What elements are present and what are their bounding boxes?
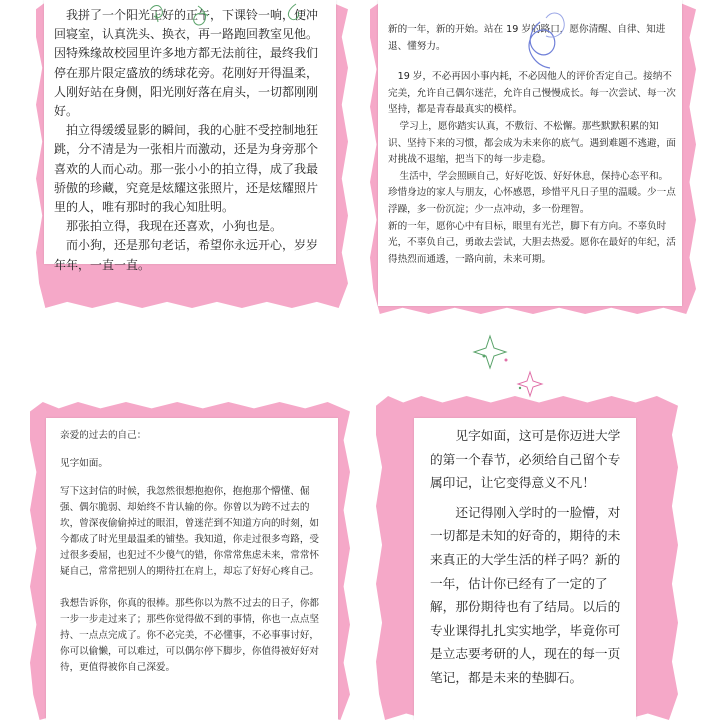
- sparkle-icon: [474, 336, 506, 368]
- note-2-paragraph: 19 岁，不必再因小事内耗，不必因他人的评价否定自己。接纳不完美，允许自己偶尔迷茫，允许自己慢慢成长。每一次尝试、每一次坚持，都是青春最真实的模样。: [388, 71, 676, 116]
- note-1-paragraph: 那张拍立得，我现在还喜欢，小狗也是。: [66, 219, 283, 234]
- note-1-paragraph: 我拼了一个阳光正好的正午，下课铃一响，便冲回寝室，认真洗头、换衣，再一路跑回教室见他。因特殊缘故校园里许多地方都无法前往，最终我们停在那片限定盛放的绣球花旁。花刚好开得温柔，人刚好站在身侧，阳光刚好落在肩头，一切都刚刚好。: [54, 8, 319, 119]
- note-3-paper: [46, 418, 338, 720]
- note-2-paragraph: 新的一年，新的开始。站在 19 岁的路口，愿你清醒、自律、知进退、懂努力。: [388, 24, 666, 52]
- note-2-paper: [378, 0, 682, 306]
- note-4-paragraph: 见字如面，这可是你迈进大学的第一个春节，必须给自己留个专属印记，让它变得意义不凡！: [430, 428, 621, 491]
- dot-decoration: [519, 387, 521, 389]
- dot-decoration: [483, 355, 486, 358]
- note-4-paragraph: 还记得刚入学时的一脸懵，对一切都是未知的好奇的，期待的未来真正的大学生活的样子吗？新的一年，估计你已经有了一定的了解，那份期待也有了结局。以后的专业课得扎扎实实地学，毕竟你可是立志要考研的人，现在的每一页笔记，都是未来的垫脚石。: [430, 504, 621, 685]
- note-2-paragraph: 学习上，愿你踏实认真，不敷衍、不松懈。那些默默积累的知识、坚持下来的习惯，都会成为未来你的底气。遇到难题不逃避，面对挑战不退缩，把当下的每一步走稳。: [388, 120, 676, 166]
- letter-salutation: 见字如面。: [60, 458, 108, 469]
- note-3-paragraph: 写下这封信的时候，我忽然很想抱抱你，抱抱那个懵懂、倔强、偶尔脆弱、却始终不肯认输的你。你曾以为跨不过去的坎，曾深夜偷偷掉过的眼泪，曾迷茫到不知道方向的时刻，如今都成了时光里最温柔的铺垫。我知道，你走过很多弯路，受过很多委屈，也犯过不少傻气的错，你常常焦虑未来，常常怀疑自己，常常把别人的期待扛在肩上，却忘了好好心疼自己。: [60, 486, 320, 577]
- note-1-paragraph: 而小狗，还是那句老话，希望你永远开心，岁岁年年，一直一直。: [54, 238, 319, 272]
- note-2-paragraph: 新的一年，愿你心中有目标，眼里有光芒，脚下有方向。不辜负时光，不辜负自己，勇敢去尝试，大胆去热爱。愿你在最好的年纪，活得热烈而通透，一路向前，未来可期。: [388, 220, 676, 265]
- note-4-paper: [414, 418, 636, 720]
- note-3-paragraph: 我想告诉你，你真的很棒。那些你以为熬不过去的日子，你都一步一步走过来了；那些你觉得做不到的事情，你也一点点坚持、一点点完成了。你不必完美，不必懂事，不必事事讨好，你可以偷懒，可以难过，可以偶尔停下脚步，你值得被好好对待，更值得被你自己深爱。: [60, 598, 320, 673]
- letter-greeting: 亲爱的过去的自己：: [60, 430, 147, 441]
- note-1-paper: [44, 0, 336, 272]
- sparkle-icon: [518, 372, 542, 396]
- note-2-paragraph: 生活中，学会照顾自己，好好吃饭、好好休息，保持心态平和。珍惜身边的家人与朋友，心怀感恩，珍惜平凡日子里的温暖。少一点浮躁，多一份沉淀；少一点冲动，多一份理智。: [388, 170, 676, 215]
- dot-decoration: [505, 359, 508, 362]
- note-1-paragraph: 拍立得缓缓显影的瞬间，我的心脏不受控制地狂跳，分不清是为一张相片而激动，还是为身旁那个喜欢的人而心动。那一张小小的拍立得，成了我最骄傲的珍藏，究竟是炫耀这张照片，还是炫耀照片里的人，唯有那时的我心知肚明。: [54, 123, 319, 215]
